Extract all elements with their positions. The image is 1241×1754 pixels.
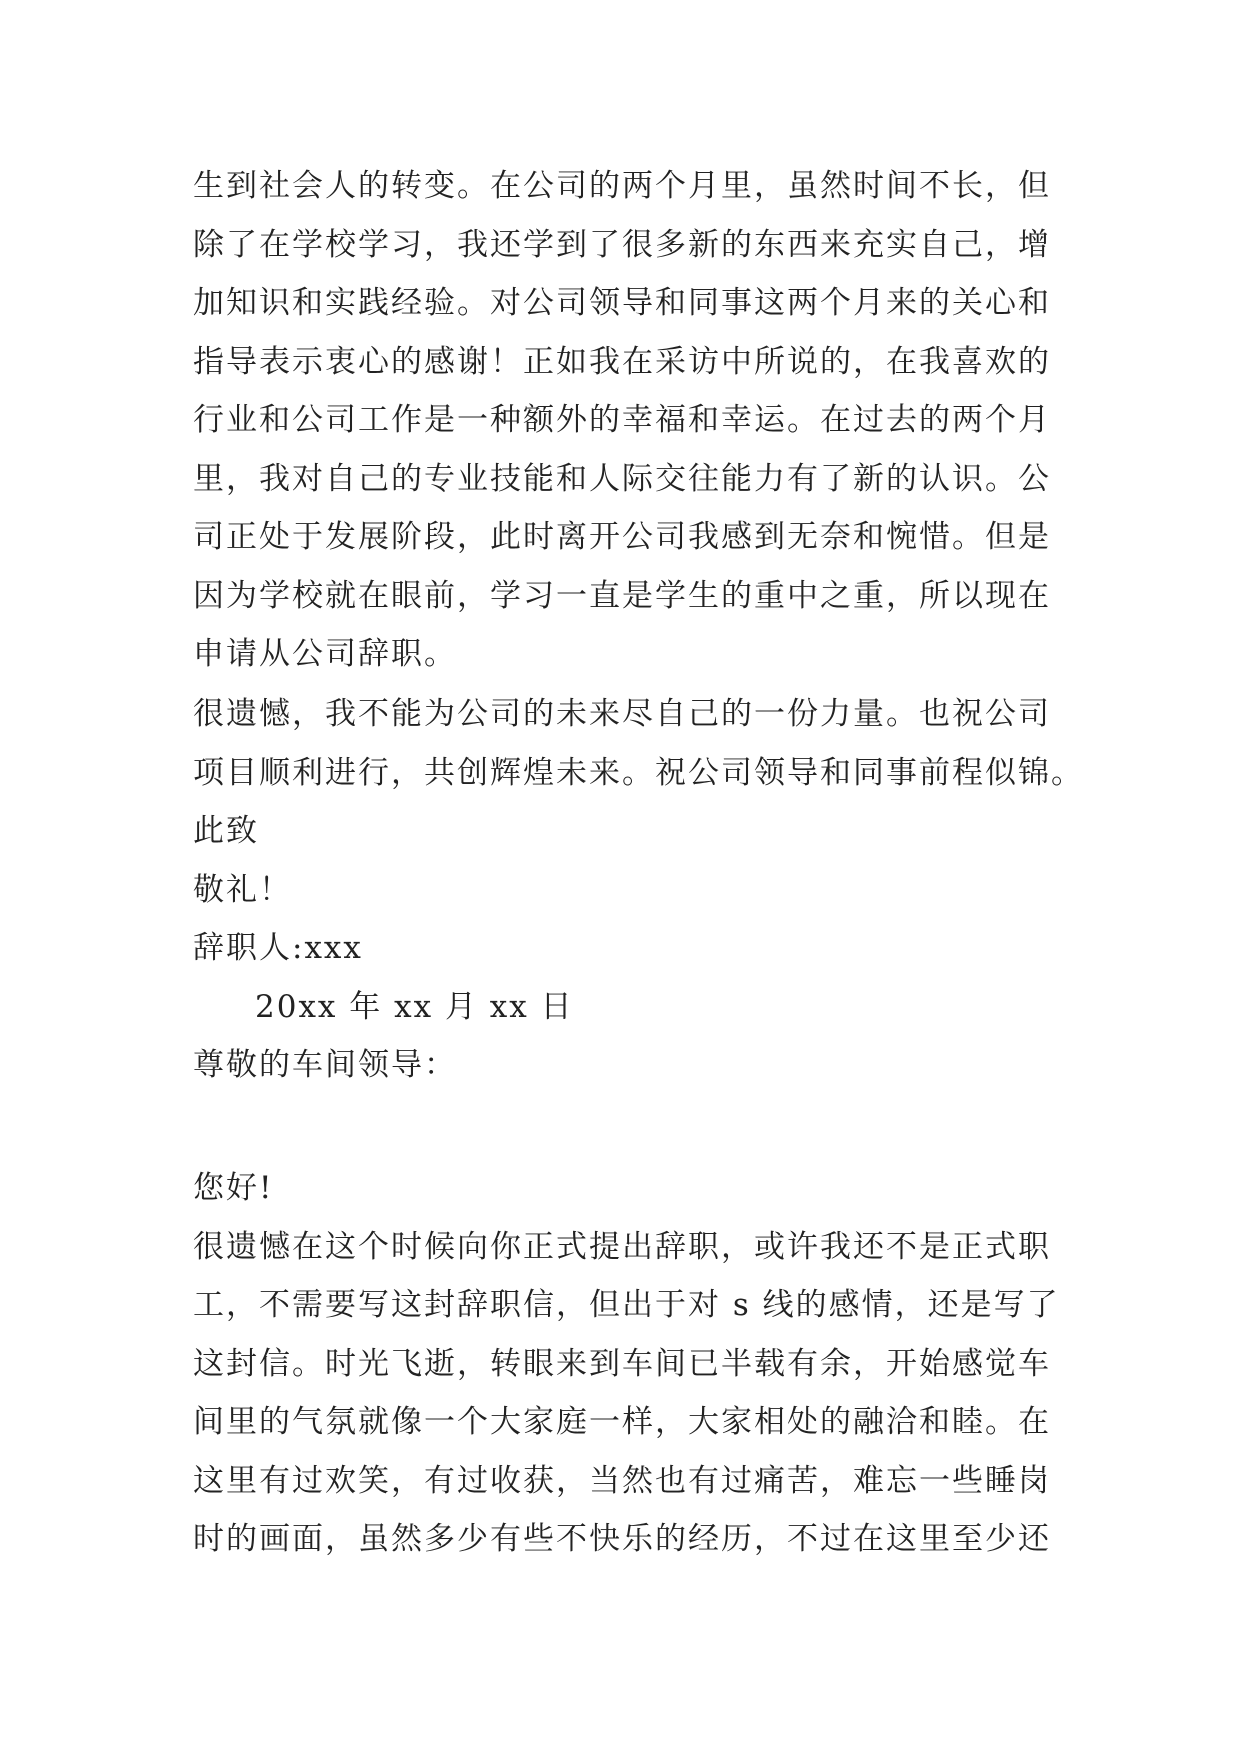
text-line: 很遗憾在这个时候向你正式提出辞职，或许我还不是正式职 [193, 1228, 1051, 1265]
text-line: 除了在学校学习，我还学到了很多新的东西来充实自己，增 [193, 226, 1051, 263]
text-line: 工，不需要写这封辞职信，但出于对 s 线的感情，还是写了 [193, 1287, 1060, 1323]
text-line: 里，我对自己的专业技能和人际交往能力有了新的认识。公 [193, 460, 1051, 497]
text-line: 司正处于发展阶段，此时离开公司我感到无奈和惋惜。但是 [193, 519, 1051, 555]
signature: 辞职人:xxx [193, 930, 363, 966]
resignation-body-paragraph [193, 157, 1053, 684]
text-line: 这里有过欢笑，有过收获，当然也有过痛苦，难忘一些睡岗 [193, 1462, 1051, 1499]
text-line: 项目顺利进行，共创辉煌未来。祝公司领导和同事前程似锦。 [193, 754, 1084, 791]
salutation: 尊敬的车间领导： [193, 1047, 457, 1083]
text-line: 间里的气氛就像一个大家庭一样，大家相处的融洽和睦。在 [193, 1404, 1051, 1440]
text-line: 这封信。时光飞逝，转眼来到车间已半载有余，开始感觉车 [193, 1345, 1051, 1382]
text-line: 时的画面，虽然多少有些不快乐的经历，不过在这里至少还 [193, 1521, 1051, 1557]
text-line: 行业和公司工作是一种额外的幸福和幸运。在过去的两个月 [193, 402, 1051, 438]
second-letter-body [193, 1159, 1060, 1569]
text-line: 因为学校就在眼前，学习一直是学生的重中之重，所以现在 [193, 577, 1051, 614]
closing-salute: 敬礼！ [193, 871, 292, 908]
text-line: 生到社会人的转变。在公司的两个月里，虽然时间不长，但 [193, 168, 1051, 204]
text-line: 很遗憾，我不能为公司的未来尽自己的一份力量。也祝公司 [193, 696, 1051, 732]
greeting: 您好! [193, 1170, 274, 1206]
text-line: 申请从公司辞职。 [193, 636, 457, 672]
text-line: 加知识和实践经验。对公司领导和同事这两个月来的关心和 [193, 285, 1051, 321]
closing-phrase: 此致 [193, 813, 259, 849]
closing-section [193, 685, 1084, 1095]
text-line: 指导表示衷心的感谢！正如我在采访中所说的，在我喜欢的 [193, 343, 1051, 380]
date: 20xx 年 xx 月 xx 日 [255, 988, 574, 1025]
